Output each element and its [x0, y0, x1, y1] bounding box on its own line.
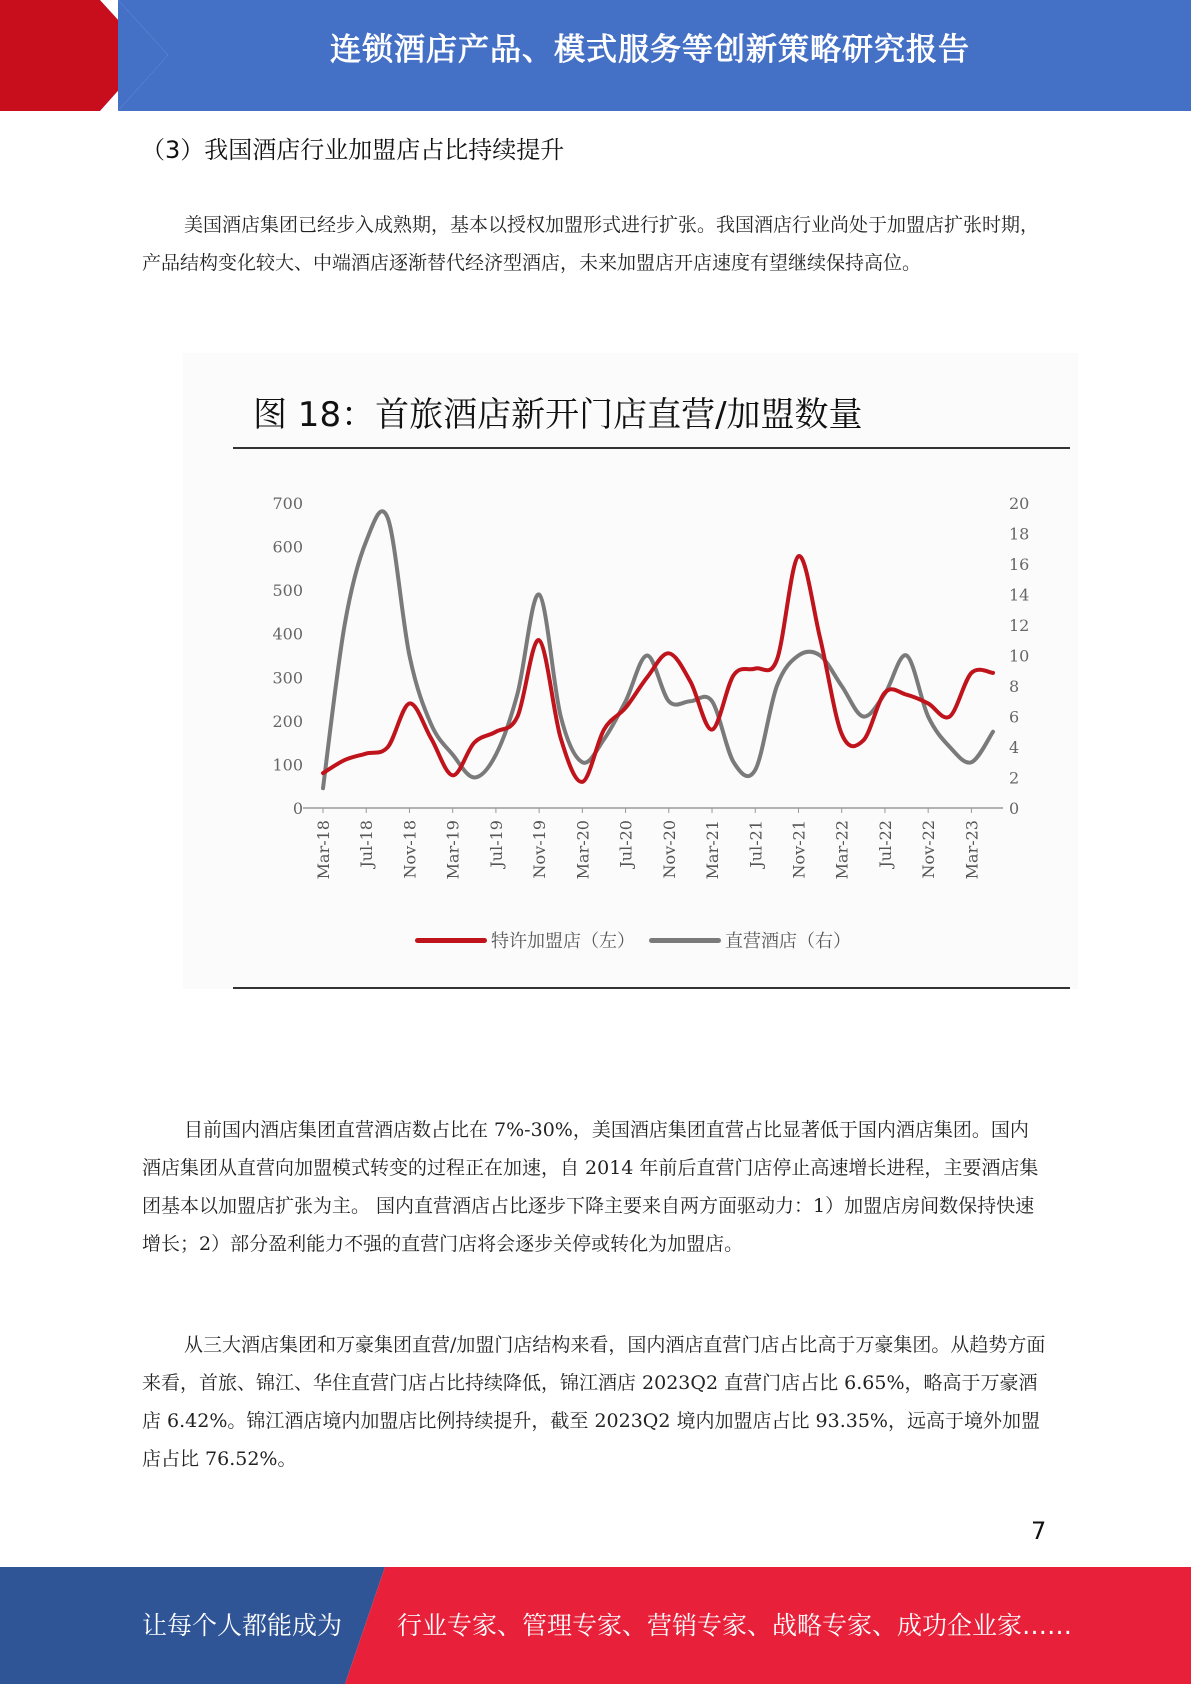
right-axis-tick-label: 0	[1009, 799, 1020, 818]
line-chart	[183, 353, 1078, 989]
left-axis-tick-label: 100	[272, 755, 303, 775]
right-axis-tick-label: 8	[1009, 677, 1020, 696]
x-axis-tick-label: Nov-20	[659, 820, 679, 879]
x-axis-tick-label: Mar-18	[314, 820, 333, 880]
chart-legend	[415, 925, 865, 955]
paragraph-2: 目前国内酒店集团直营酒店数占比在 7%-30%，美国酒店集团直营占比显著低于国内酒店集团。国内酒店集团从直营向加盟模式转变的过程正在加速，自 2014 年前后直营门店停止高速增长进程，主要酒店集团基本以加盟店扩张为主。 国内直营酒店占比逐步下降主要来自两方面驱动力：1）加盟店房间数保持快速增长；2）部分盈利能力不强的直营门店将会逐步关停或转化为加盟店。	[142, 1119, 1039, 1255]
left-axis-tick-label: 300	[272, 668, 303, 688]
x-axis-tick-label: Jul-19	[486, 820, 506, 868]
paragraph-3: 从三大酒店集团和万豪集团直营/加盟门店结构来看，国内酒店直营门店占比高于万豪集团。从趋势方面来看，首旅、锦江、华住直营门店占比持续降低，锦江酒店 2023Q2 直营门店占比 6.65%，略高于万豪酒店 6.42%。锦江酒店境内加盟店比例持续提升，截至 2023Q2 境内加盟店占比 93.35%，远高于境外加盟店占比 76.52%。	[142, 1334, 1046, 1470]
footer-slogan-right: 行业专家、管理专家、营销专家、战略专家、成功企业家……	[397, 1611, 1073, 1640]
right-axis-tick-label: 16	[1009, 555, 1030, 574]
x-axis-tick-label: Jul-21	[746, 820, 766, 868]
left-axis-tick-label: 600	[272, 537, 303, 557]
x-axis-tick-label: Jul-20	[616, 820, 636, 868]
figure-18	[183, 353, 1078, 989]
legend-item-direct	[649, 927, 851, 953]
right-axis-tick-label: 6	[1009, 707, 1020, 727]
right-axis-tick-label: 4	[1009, 738, 1020, 757]
page-footer	[0, 1567, 1191, 1684]
legend-item-franchise	[415, 927, 635, 953]
figure-bottom-rule	[233, 987, 1070, 989]
right-axis-tick-label: 18	[1009, 524, 1030, 544]
series-line-franchise	[323, 556, 993, 782]
right-axis-tick-label: 2	[1009, 768, 1020, 788]
x-axis-tick-label: Mar-21	[703, 820, 723, 880]
x-axis-tick-label: Nov-18	[400, 820, 420, 879]
paragraph-1: 美国酒店集团已经步入成熟期，基本以授权加盟形式进行扩张。我国酒店行业尚处于加盟店扩张时期，产品结构变化较大、中端酒店逐渐替代经济型酒店，未来加盟店开店速度有望继续保持高位。	[142, 214, 1040, 274]
footer-slogan-left: 让每个人都能成为	[142, 1611, 343, 1640]
left-axis-tick-label: 400	[272, 624, 303, 644]
right-axis-tick-label: 12	[1009, 616, 1030, 635]
section-heading: （3）我国酒店行业加盟店占比持续提升	[141, 136, 565, 164]
series-line-direct	[323, 511, 993, 788]
right-axis-tick-label: 20	[1009, 494, 1030, 513]
right-axis-tick-label: 10	[1009, 646, 1030, 666]
page-header	[0, 0, 1191, 111]
left-axis-tick-label: 200	[272, 711, 303, 731]
x-axis-tick-label: Mar-23	[962, 820, 982, 880]
x-axis-tick-label: Nov-21	[789, 820, 809, 879]
x-axis-tick-label: Jul-22	[875, 820, 895, 868]
left-axis-tick-label: 500	[272, 581, 303, 601]
legend-label-direct: 直营酒店（右）	[725, 931, 851, 952]
x-axis-tick-label: Mar-20	[573, 820, 593, 880]
left-axis-tick-label: 0	[292, 799, 303, 818]
x-axis-tick-label: Nov-22	[919, 820, 939, 879]
page-number: 7	[1031, 1517, 1047, 1545]
legend-label-franchise: 特许加盟店（左）	[491, 931, 635, 952]
right-axis-tick-label: 14	[1009, 585, 1030, 605]
x-axis-tick-label: Mar-19	[443, 820, 463, 880]
legend-swatch-franchise	[415, 938, 487, 943]
left-axis-tick-label: 700	[272, 494, 303, 513]
header-title: 连锁酒店产品、模式服务等创新策略研究报告	[330, 32, 970, 68]
legend-swatch-direct	[649, 938, 721, 943]
x-axis-tick-label: Mar-22	[832, 820, 852, 880]
x-axis-tick-label: Nov-19	[530, 820, 550, 879]
figure-title: 图 18：首旅酒店新开门店直营/加盟数量	[253, 395, 863, 435]
x-axis-tick-label: Jul-18	[357, 820, 377, 868]
